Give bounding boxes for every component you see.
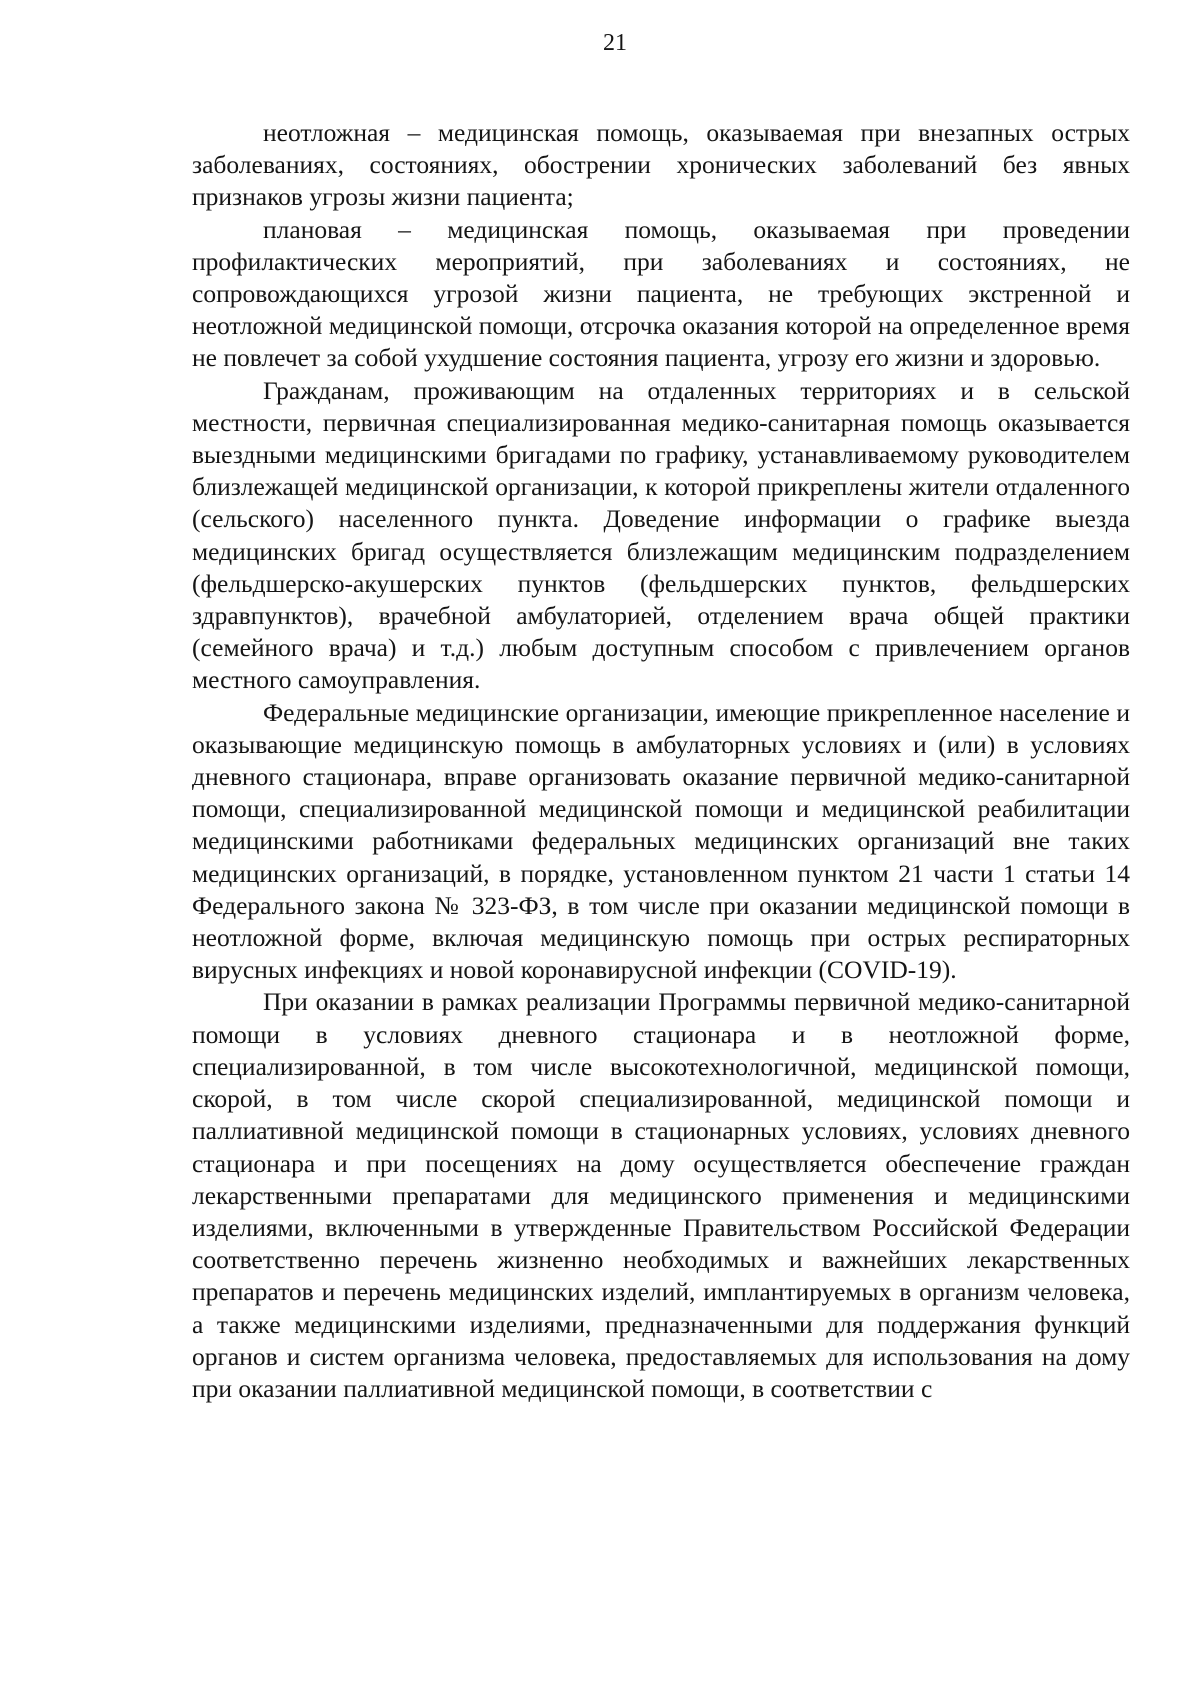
paragraph-medication-provision: При оказании в рамках реализации Программы первичной медико-санитарной помощи в условиях дневного стационара и в неотложной форме, специализированной, в том числе высокотехнологичной, медицинской помощи, скорой, в том числе скорой специализированной, медицинской помощи и паллиативной медицинской помощи в стационарных условиях, условиях дневного стационара и при посещениях на дому осуществляется обеспечение граждан лекарственными препаратами для медицинского применения и медицинскими изделиями, включенными в утвержденные Правительством Российской Федерации соответственно перечень жизненно необходимых и важнейших лекарственных препаратов и перечень медицинских изделий, имплантируемых в организм человека, а также медицинскими изделиями, предназначенными для поддержания функций органов и систем организма человека, предоставляемых для использования на дому при оказании паллиативной медицинской помощи, в соответствии с [192,987,1130,1403]
page-number: 21 [603,30,627,56]
document-body [192,117,1130,1405]
paragraph-urgent-care: неотложная – медицинская помощь, оказываемая при внезапных острых заболеваниях, состояниях, обострении хронических заболеваний без явных признаков угрозы жизни пациента; [192,118,1130,212]
paragraph-federal-organizations: Федеральные медицинские организации, имеющие прикрепленное население и оказывающие медицинскую помощь в амбулаторных условиях и (или) в условиях дневного стационара, вправе организовать оказание первичной медико-санитарной помощи, специализированной медицинской помощи и медицинской реабилитации медицинскими работниками федеральных медицинских организаций вне таких медицинских организаций, в порядке, установленном пунктом 21 части 1 статьи 14 Федерального закона № 323-ФЗ, в том числе при оказании медицинской помощи в неотложной форме, включая медицинскую помощь при острых респираторных вирусных инфекциях и новой коронавирусной инфекции (COVID-19). [192,697,1130,985]
paragraph-rural-care: Гражданам, проживающим на отдаленных территориях и в сельской местности, первичная специализированная медико-санитарная помощь оказывается выездными медицинскими бригадами по графику, устанавливаемому руководителем близлежащей медицинской организации, к которой прикреплены жители отдаленного (сельского) населенного пункта. Доведение информации о графике выезда медицинских бригад осуществляется близлежащим медицинским подразделением (фельдшерско-акушерских пунктов (фельдшерских пунктов, фельдшерских здравпунктов), врачебной амбулаторией, отделением врача общей практики (семейного врача) и т.д.) любым доступным способом с привлечением органов местного самоуправления. [192,375,1130,695]
paragraph-planned-care: плановая – медицинская помощь, оказываемая при проведении профилактических мероприятий, при заболеваниях и состояниях, не сопровождающихся угрозой жизни пациента, не требующих экстренной и неотложной медицинской помощи, отсрочка оказания которой на определенное время не повлечет за собой ухудшение состояния пациента, угрозу его жизни и здоровью. [192,214,1130,373]
